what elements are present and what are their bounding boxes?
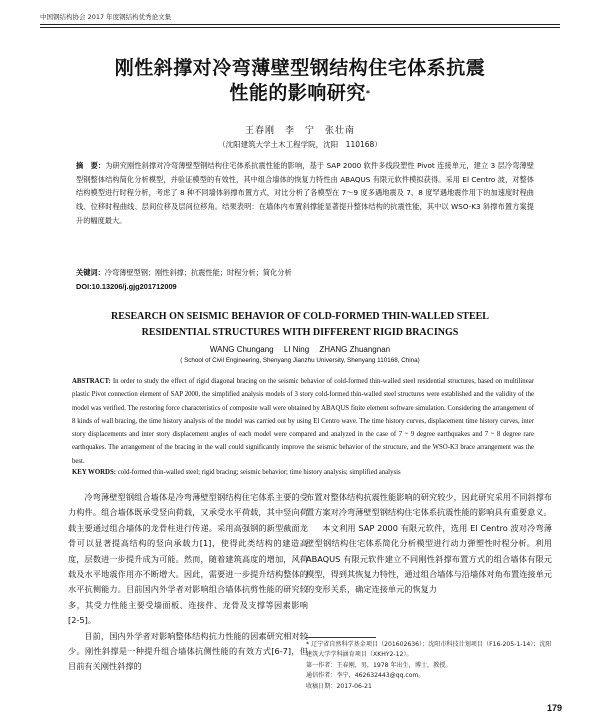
header-rule-thin — [40, 27, 560, 28]
page-number: 179 — [546, 703, 562, 713]
keywords-en-text: cold-formed thin-walled steel; rigid bracing; seismic behavior; time history analysis; simplified analysis — [116, 469, 401, 476]
title-chinese — [40, 56, 560, 106]
footnote-received: 收稿日期：2017-06-21 — [306, 682, 372, 690]
footnote-funding: * 辽宁省自然科学基金项目（201602636）；沈阳市科技计划项目（F16-205-1-14）；沈阳建筑大学学科涵育项目（XKHY2-12）。 — [306, 641, 552, 659]
affiliation-chinese: （沈阳建筑大学土木工程学院，沈阳 110168） — [218, 140, 382, 149]
abstract-cn-label: 摘 要： — [76, 161, 106, 170]
title-en-line2: RESIDENTIAL STRUCTURES WITH DIFFERENT RIGID BRACINGS — [141, 327, 459, 338]
footnote-corresponding: 通信作者：李宁，462632443@qq.com。 — [306, 672, 425, 680]
doi: DOI:10.13206/j.gjg201712009 — [76, 282, 177, 291]
header-rule — [40, 24, 560, 25]
body-paragraph: 冷弯薄壁型钢组合墙体是冷弯薄壁型钢结构住宅体系主要的受力构件。组合墙体既承受竖向荷载，又承受水平荷载，其中竖向荷载主要通过组合墙体的龙骨柱进行传递。采用高强钢的新型截面龙骨可以显著提高结构的竖向承载力[1]，使得此类结构的建造高度，层数进一步提升成为可能。然而，随着建筑高度的增加，风荷载及水平地震作用亦不断增大。因此，需要进一步提升结构整体的水平抗侧能力。目前国内外学者对影响组合墙体抗剪性能的研究较多，其受力性能主要受墙面板、连接件、龙骨及支撑等因素影响[2-5]。 — [68, 492, 308, 626]
title-english — [60, 309, 540, 341]
title-en-line1: RESEARCH ON SEISMIC BEHAVIOR OF COLD-FORMED THIN-WALLED STEEL — [111, 311, 489, 322]
title-cn-line2-text: 性能的影响研究 — [229, 82, 366, 104]
footnote-rule — [306, 637, 376, 638]
keywords-en-label: KEY WORDS: — [72, 469, 116, 476]
abstract-chinese — [76, 159, 534, 228]
footnotes — [306, 640, 552, 692]
journal-header: 中国钢结构协会 2017 年度钢结构优秀论文集 — [40, 13, 172, 21]
title-cn-line1: 刚性斜撑对冷弯薄壁型钢结构住宅体系抗震 — [114, 57, 486, 79]
body-column-right — [306, 490, 552, 598]
footnote-first-author: 第一作者：王春刚，男，1978 年出生，博士，教授。 — [306, 661, 452, 669]
affiliation-english: ( School of Civil Engineering, Shenyang Jianzhu University, Shenyang 110168, China) — [180, 357, 420, 364]
title-footnote-mark: * — [365, 89, 371, 98]
title-cn-line2 — [40, 81, 560, 106]
body-column-left — [68, 490, 308, 675]
abstract-en-label: ABSTRACT: — [72, 378, 111, 385]
keywords-cn-label: 关键词： — [76, 268, 105, 277]
authors-chinese: 王春刚 李 宁 张壮南 — [244, 126, 355, 136]
authors-english: WANG Chungang LI Ning ZHANG Zhuangnan — [209, 345, 391, 354]
abstract-en-text: In order to study the effect of rigid diagonal bracing on the seismic behavior of cold-formed thin-walled steel residential structures, based on multilinear plastic Pivot connection element of SAP 2000, the simplified analysis models of 3 story cold-formed thin-walled steel structures were established and the validity of the model was verified. The restoring force characteristics of composite wall were obtained by ABAQUS finite element software simulation. Considering the arrangement of 8 kinds of wall bracing, the time history analysis of the model was carried out by using El Centro wave. The time history curves, displacement time history curves, inter story displacements and inter story displacement angles of each model were compared and analyzed in the case of 7 ~ 9 degree earthquakes and 7 ~ 8 degree rare earthquakes. The arrangement of the bracing in the wall could significantly improve the seismic behavior of the structure, and the WSO-K3 brace arrangement was the best. — [72, 378, 534, 465]
body-paragraph: 布置对整体结构抗震性能影响的研究较少，因此研究采用不同斜撑布置方案对冷弯薄壁型钢结构住宅体系抗震性能的影响具有重要意义。 — [306, 492, 552, 518]
keywords-english — [72, 469, 534, 476]
abstract-english — [72, 375, 534, 468]
abstract-cn-text: 为研究刚性斜撑对冷弯薄壁型钢结构住宅体系抗震性能的影响，基于 SAP 2000 软件多线段塑性 Pivot 连接单元，建立 3 层冷弯薄壁型钢整体结构简化分析模型，并验证模型的有效性，其中组合墙体的恢复力特性由 ABAQUS 有限元软件模拟获得。采用 El Centro 波，对整体结构模型进行时程分析，考虑了 8 种不同墙体斜撑布置方式，对比分析了各模型在 7～9 度多遇地震及 7、8 度罕遇地震作用下的加速度时程曲线、位移时程曲线、层间位移及层间位移角。结果表明：在墙体内布置斜撑能显著提升整体结构的抗震性能，其中以 WSO-K3 斜撑布置方案提升的幅度最大。 — [76, 161, 534, 225]
keywords-chinese — [76, 268, 534, 278]
keywords-cn-text: 冷弯薄壁型钢；刚性斜撑；抗震性能；时程分析；简化分析 — [104, 268, 292, 277]
body-paragraph: 目前，国内外学者对影响整体结构抗力性能的因素研究相对较少。刚性斜撑是一种提升组合墙体抗侧性能的有效方式[6-7]，但目前有关刚性斜撑的 — [68, 630, 308, 672]
body-paragraph: 本文利用 SAP 2000 有限元软件，选用 El Centro 波对冷弯薄壁型钢结构住宅体系简化分析模型进行动力弹塑性时程分析。利用 ABAQUS 有限元软件建立不同刚性斜撑布置方式的组合墙体有限元模型，得到其恢复力特性，通过组合墙体与沿墙体对角布置连接单元的变形关系，确定连接单元的恢复力 — [306, 522, 552, 595]
